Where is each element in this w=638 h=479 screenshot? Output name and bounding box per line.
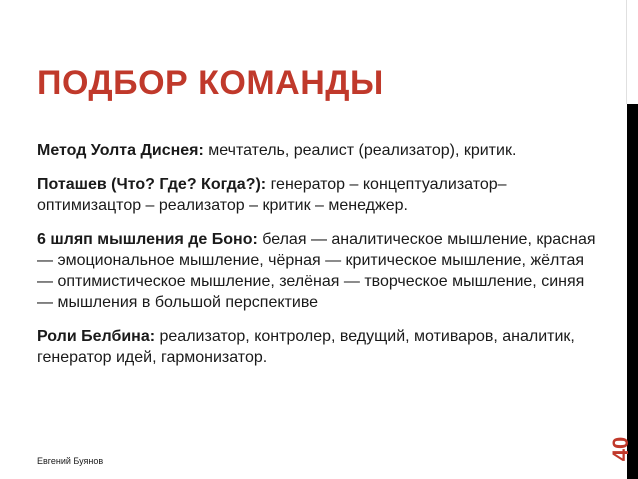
paragraph-debono-text: белая — аналитическое мышление, красная — эмоциональное мышление, чёрная — критическое мышление, жёлтая — оптимистическое мышление, зелёная — творческое мышление, синяя — мышления в большой перспективе — [37, 231, 596, 311]
slide-title: ПОДБОР КОМАНДЫ — [37, 64, 384, 102]
paragraph-debono — [37, 229, 597, 313]
paragraph-belbin-text: реализатор, контролер, ведущий, мотиваров, аналитик, генератор идей, гармонизатор. — [37, 328, 575, 366]
paragraph-potashev-text: генератор – концептуализатор–оптимизацтор – реализатор – критик – менеджер. — [37, 176, 507, 214]
paragraph-belbin — [37, 326, 597, 368]
right-bar-top — [626, 0, 638, 104]
slide-content — [37, 140, 597, 381]
paragraph-potashev-lead: Поташев (Что? Где? Когда?): — [37, 176, 267, 193]
page-number: 40 — [608, 436, 633, 462]
paragraph-disney — [37, 140, 597, 161]
paragraph-debono-lead: 6 шляп мышления де Боно: — [37, 231, 258, 248]
paragraph-disney-text: мечтатель, реалист (реализатор), критик. — [203, 142, 517, 159]
paragraph-belbin-lead: Роли Белбина: — [37, 328, 156, 345]
footer-author: Евгений Буянов — [37, 456, 104, 466]
right-bar-bottom — [627, 104, 638, 479]
paragraph-disney-lead: Метод Уолта Диснея: — [37, 142, 204, 159]
paragraph-potashev — [37, 174, 597, 216]
